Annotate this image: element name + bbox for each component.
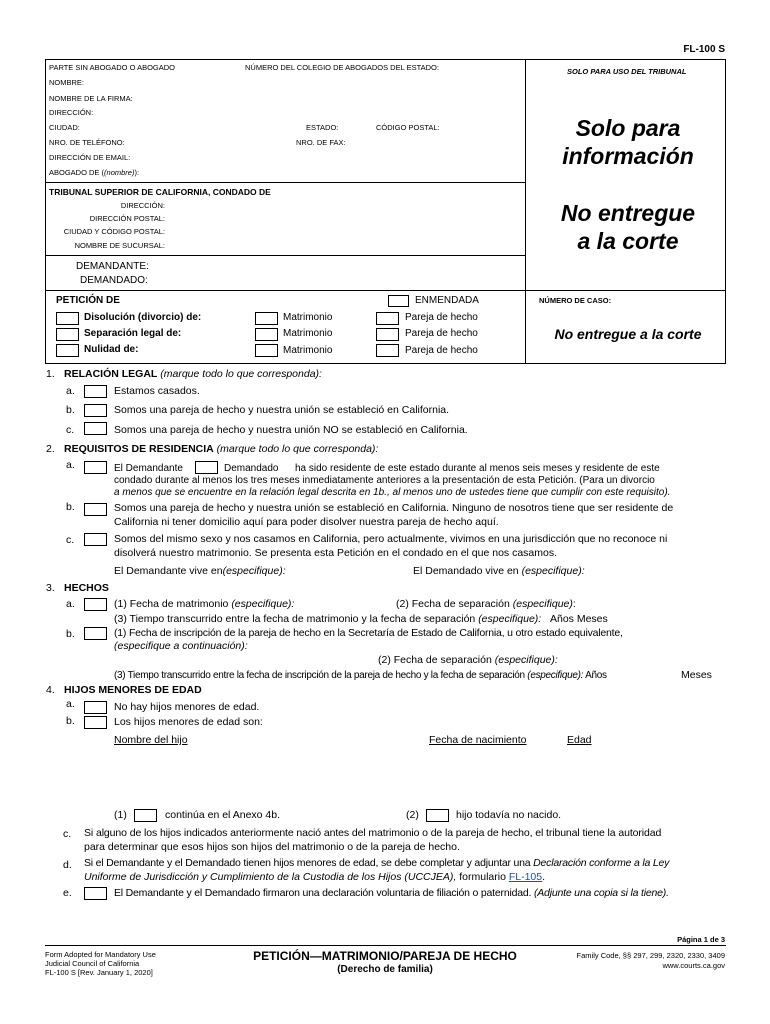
page-number: Página 1 de 3 [677,935,725,944]
nullity-partnership-label: Pareja de hecho [405,345,478,356]
petitioner-label[interactable]: DEMANDANTE: [76,261,149,272]
s1-title: RELACIÓN LEGAL (marque todo lo que corresponda): [64,368,322,380]
fax-label[interactable]: NRO. DE FAX: [296,138,346,147]
dissolution-marriage-checkbox[interactable] [255,312,278,325]
s3a1-text[interactable]: (1) Fecha de matrimonio (especifique): [114,598,295,610]
s2a-respondent-checkbox[interactable] [195,461,218,474]
s2a-line-2: condado durante al menos los tres meses inmediatamente anteriores a la presentación de esta Petición. (Para un divorcio [114,475,655,486]
child-age-header: Edad [567,734,592,746]
s4b1-checkbox[interactable] [134,809,157,822]
zip-label[interactable]: CÓDIGO POSTAL: [376,123,440,132]
s4c-line-2: para determinar que esos hijos son hijos del matrimonio o de la pareja de hecho. [84,841,460,853]
divider-1 [45,182,525,183]
child-dob-header: Fecha de nacimiento [429,734,527,746]
nullity-marriage-checkbox[interactable] [255,344,278,357]
city-label[interactable]: CIUDAD: [49,123,80,132]
s3b-checkbox[interactable] [84,627,107,640]
footer-title: PETICIÓN—MATRIMONIO/PAREJA DE HECHO [253,949,517,963]
s4e-text: El Demandante y el Demandado firmaron una declaración voluntaria de filiación o paternidad. (Adjunte una copia si la tiene). [114,887,669,899]
dissolution-partnership-checkbox[interactable] [376,312,399,325]
s1a-letter: a. [66,385,75,397]
court-street-label[interactable]: DIRECCIÓN: [120,201,165,210]
s1a-checkbox[interactable] [84,385,107,398]
s2a-petitioner-label: El Demandante [114,463,183,474]
court-mailing-label[interactable]: DIRECCIÓN POSTAL: [89,214,165,223]
s3b1-line-1: (1) Fecha de inscripción de la pareja de hecho en la Secretaría de Estado de California, u otro estado equivalente, [114,627,623,639]
adopted-line-2: Judicial Council of California [45,959,140,968]
divider-2 [45,255,525,256]
s4b2-checkbox[interactable] [426,809,449,822]
separation-partnership-label: Pareja de hecho [405,328,478,339]
s1b-text: Somos una pareja de hecho y nuestra unión se estableció en California. [114,404,450,416]
s3-title: HECHOS [64,582,109,594]
s2-petitioner-lives[interactable]: El Demandante vive en(especifique): [114,565,286,577]
s3a3-text[interactable]: (3) Tiempo transcurrido entre la fecha de matrimonio y la fecha de separación (especifique): Años Meses [114,613,608,625]
divider-3 [45,290,726,291]
watermark-line-1: Solo para [575,115,681,141]
firm-label[interactable]: NOMBRE DE LA FIRMA: [49,94,133,103]
form-number: FL-100 S [683,44,725,55]
s4-number: 4. [46,684,55,696]
case-note: No entregue a la corte [554,326,702,342]
caption-divider [525,59,526,364]
s4c-line-1: Si alguno de los hijos indicados anteriormente nació antes del matrimonio o de la pareja de hecho, el tribunal tiene la autoridad [84,827,662,839]
s2-number: 2. [46,443,55,455]
s3a2-text[interactable]: (2) Fecha de separación (especifique): [396,598,576,610]
courts-url[interactable]: www.courts.ca.gov [662,961,725,970]
s4b1-text: continúa en el Anexo 4b. [165,809,281,821]
s3a-letter: a. [66,598,75,610]
amended-label: ENMENDADA [415,295,479,306]
watermark-line-3: No entregue [560,200,696,226]
child-name-header: Nombre del hijo [114,734,188,746]
watermark-line-4: a la corte [577,228,679,254]
s4b-checkbox[interactable] [84,716,107,729]
s3b2-text[interactable]: (2) Fecha de separación (especifique): [378,654,558,666]
s4c-letter: c. [63,828,72,840]
footer-rule [45,945,726,946]
adopted-line-1: Form Adopted for Mandatory Use [45,950,156,959]
s4a-checkbox[interactable] [84,701,107,714]
court-city-zip-label[interactable]: CIUDAD Y CÓDIGO POSTAL: [63,227,165,236]
petition-title: PETICIÓN DE [56,295,120,306]
email-label[interactable]: DIRECCIÓN DE EMAIL: [49,153,131,162]
respondent-label[interactable]: DEMANDADO: [80,275,148,286]
s4d-line-1: Si el Demandante y el Demandado tienen hijos menores de edad, se debe completar y adjuntar una Declaración conforme a la Ley [84,857,670,869]
s3b3-text[interactable]: (3) Tiempo transcurrido entre la fecha de inscripción de la pareja de hecho y la fecha de separación (especifique): Años [114,670,607,681]
s2-respondent-lives[interactable]: El Demandado vive en (especifique): [413,565,585,577]
s4b2-number: (2) [406,809,419,821]
s2c-checkbox[interactable] [84,533,107,546]
adopted-line-3: FL-100 S [Rev. January 1, 2020] [45,968,153,977]
nullity-label: Nulidad de: [84,344,139,355]
fl105-link[interactable]: FL-105 [508,871,543,883]
s2c-letter: c. [66,534,75,546]
s3b-letter: b. [66,628,75,640]
s1c-checkbox[interactable] [84,422,107,435]
bar-number-label: NÚMERO DEL COLEGIO DE ABOGADOS DEL ESTADO: [245,63,439,72]
s2b-line-1: Somos una pareja de hecho y nuestra unión se estableció en California. Ninguno de nosotros tiene que ser residente de [114,502,674,514]
s2-title: REQUISITOS DE RESIDENCIA (marque todo lo que corresponda): [64,443,379,455]
state-label[interactable]: ESTADO: [306,123,339,132]
nullity-partnership-checkbox[interactable] [376,344,399,357]
s4b1-number: (1) [114,809,127,821]
s1c-letter: c. [66,424,75,436]
s2b-checkbox[interactable] [84,503,107,516]
s1b-checkbox[interactable] [84,404,107,417]
separation-marriage-checkbox[interactable] [255,328,278,341]
s2c-line-2: disolverá nuestro matrimonio. Se presenta esta Petición en el condado en el que nos casamos. [114,547,558,559]
dissolution-label: Disolución (divorcio) de: [84,312,202,323]
court-use-label: SOLO PARA USO DEL TRIBUNAL [567,67,687,76]
s2a-line-1: ha sido residente de este estado durante al menos seis meses y residente de este [295,463,660,474]
watermark-line-2: información [562,143,694,169]
separation-marriage-label: Matrimonio [283,328,333,339]
address-label[interactable]: DIRECCIÓN: [49,108,94,117]
separation-label: Separación legal de: [84,328,182,339]
s1-number: 1. [46,368,55,380]
s2a-petitioner-checkbox[interactable] [84,461,107,474]
dissolution-marriage-label: Matrimonio [283,312,333,323]
nullity-checkbox[interactable] [56,344,79,357]
s3a-checkbox[interactable] [84,598,107,611]
s2b-letter: b. [66,501,75,513]
s4-title: HIJOS MENORES DE EDAD [64,684,202,696]
family-code-ref: Family Code, §§ 297, 299, 2320, 2330, 3409 [576,951,725,960]
s4e-letter: e. [63,887,72,899]
dissolution-partnership-label: Pareja de hecho [405,312,478,323]
amended-checkbox[interactable] [388,295,409,307]
s1a-text: Estamos casados. [114,385,200,397]
s4b2-text: hijo todavía no nacido. [456,809,562,821]
party-label: PARTE SIN ABOGADO O ABOGADO [49,63,176,72]
phone-label[interactable]: NRO. DE TELÉFONO: [49,138,125,147]
case-number-label: NÚMERO DE CASO: [539,296,612,305]
s2c-line-1: Somos del mismo sexo y nos casamos en California, pero actualmente, vivimos en una jurisdicción que no reconoce ni [114,533,668,545]
s4a-text: No hay hijos menores de edad. [114,701,260,713]
s3b1-line-2[interactable]: (especifique a continuación): [114,640,248,652]
s4d-line-2: Uniforme de Jurisdicción y Cumplimiento de la Custodia de los Hijos (UCCJEA), formulario FL-105. [84,871,546,883]
attorney-for-label[interactable]: ABOGADO DE ((nombre)): [49,168,140,177]
footer-subtitle: (Derecho de familia) [337,964,433,975]
separation-partnership-checkbox[interactable] [376,328,399,341]
s1c-text: Somos una pareja de hecho y nuestra unión NO se estableció en California. [114,424,468,436]
s1b-letter: b. [66,404,75,416]
s2a-line-3: a menos que se encuentre en la relación legal descrita en 1b., al menos uno de ustedes tiene que cumplir con este requisito). [114,487,671,498]
court-branch-label[interactable]: NOMBRE DE SUCURSAL: [74,241,165,250]
name-label[interactable]: NOMBRE: [49,78,85,87]
s2a-letter: a. [66,459,75,471]
s4e-checkbox[interactable] [84,887,107,900]
dissolution-checkbox[interactable] [56,312,79,325]
s4b-letter: b. [66,715,75,727]
s4a-letter: a. [66,698,75,710]
s4b-text: Los hijos menores de edad son: [114,716,263,728]
s4d-letter: d. [63,859,72,871]
court-title: TRIBUNAL SUPERIOR DE CALIFORNIA, CONDADO DE [49,187,271,197]
nullity-marriage-label: Matrimonio [283,345,333,356]
s3b3-months: Meses [681,669,712,681]
separation-checkbox[interactable] [56,328,79,341]
s3-number: 3. [46,582,55,594]
s2a-respondent-label: Demandado [224,463,279,474]
s2b-line-2: California ni tener domicilio aquí para poder disolver nuestra pareja de hecho aquí. [114,516,499,528]
